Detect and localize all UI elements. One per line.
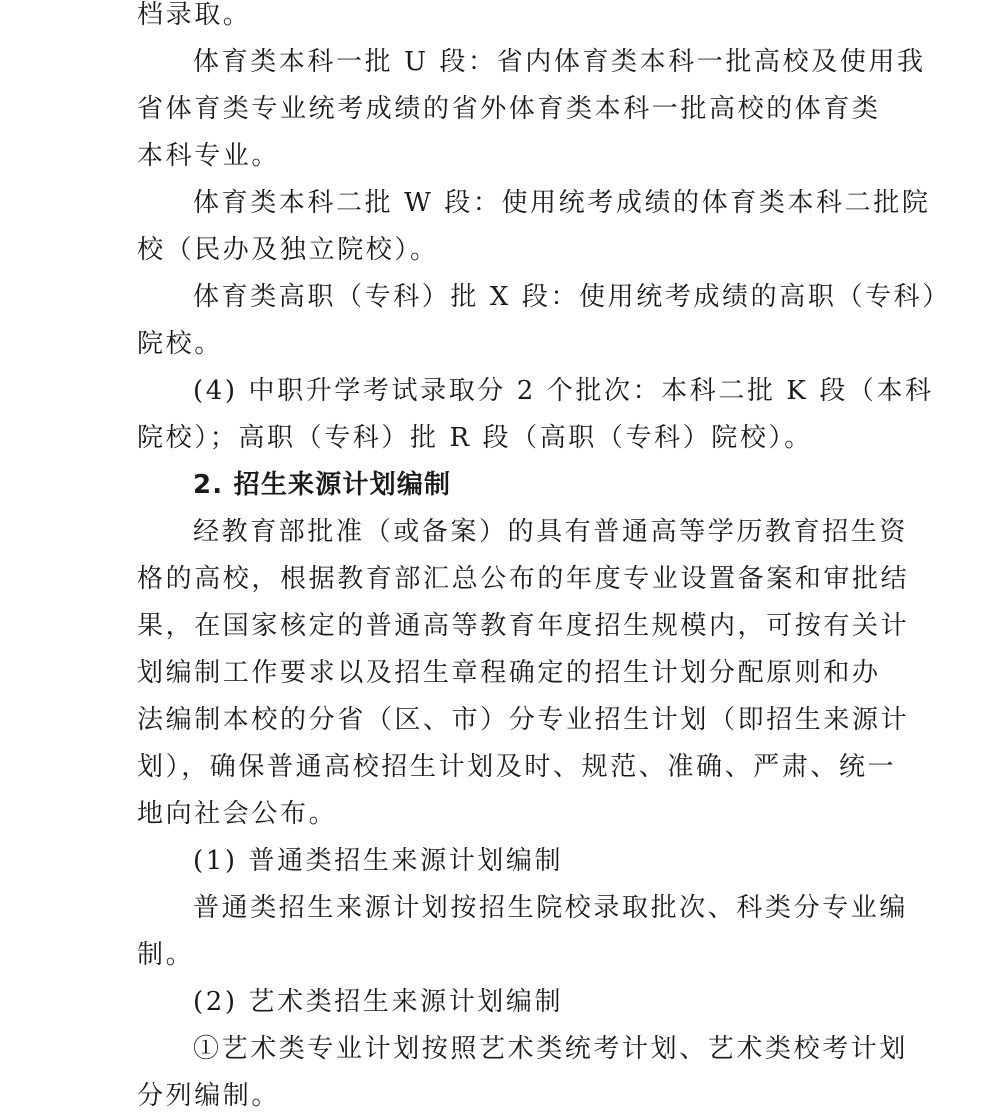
text-line: 法编制本校的分省（区、市）分专业招生计划（即招生来源计 bbox=[137, 705, 910, 735]
text-line: 格的高校，根据教育部汇总公布的年度专业设置备案和审批结 bbox=[137, 564, 910, 594]
document-page bbox=[137, 0, 951, 1120]
subsection-heading: (1) 普通类招生来源计划编制 bbox=[193, 846, 564, 876]
text-line: 制。 bbox=[137, 940, 195, 970]
text-line: 划），确保普通高校招生计划及时、规范、准确、严肃、统一 bbox=[137, 752, 897, 782]
text-line: 果，在国家核定的普通高等教育年度招生规模内，可按有关计 bbox=[137, 611, 910, 641]
text-line: 普通类招生来源计划按招生院校录取批次、科类分专业编 bbox=[193, 893, 909, 923]
text-line: 地向社会公布。 bbox=[137, 799, 338, 829]
text-line: 划编制工作要求以及招生章程确定的招生计划分配原则和办 bbox=[137, 658, 881, 688]
text-line: 院校）；高职（专科）批 R 段（高职（专科）院校）。 bbox=[137, 423, 813, 453]
subsection-heading: (2) 艺术类招生来源计划编制 bbox=[193, 987, 564, 1017]
text-line: ①艺术类专业计划按照艺术类统考计划、艺术类校考计划 bbox=[193, 1034, 909, 1064]
text-line: 本科专业。 bbox=[137, 141, 281, 171]
text-line: (4) 中职升学考试录取分 2 个批次：本科二批 K 段（本科 bbox=[193, 376, 934, 406]
text-line: 校（民办及独立院校）。 bbox=[137, 235, 439, 265]
text-line: 省体育类专业统考成绩的省外体育类本科一批高校的体育类 bbox=[137, 94, 881, 124]
section-heading: 2. 招生来源计划编制 bbox=[193, 470, 452, 500]
text-line: 体育类高职（专科）批 X 段：使用统考成绩的高职（专科） bbox=[193, 282, 951, 312]
text-line: 分列编制。 bbox=[137, 1081, 281, 1111]
text-line: 院校。 bbox=[137, 329, 223, 359]
text-line: 档录取。 bbox=[137, 0, 252, 30]
text-line: 经教育部批准（或备案）的具有普通高等学历教育招生资 bbox=[193, 517, 909, 547]
text-line: 体育类本科一批 U 段：省内体育类本科一批高校及使用我 bbox=[193, 47, 926, 77]
text-line: 体育类本科二批 W 段：使用统考成绩的体育类本科二批院 bbox=[193, 188, 931, 218]
